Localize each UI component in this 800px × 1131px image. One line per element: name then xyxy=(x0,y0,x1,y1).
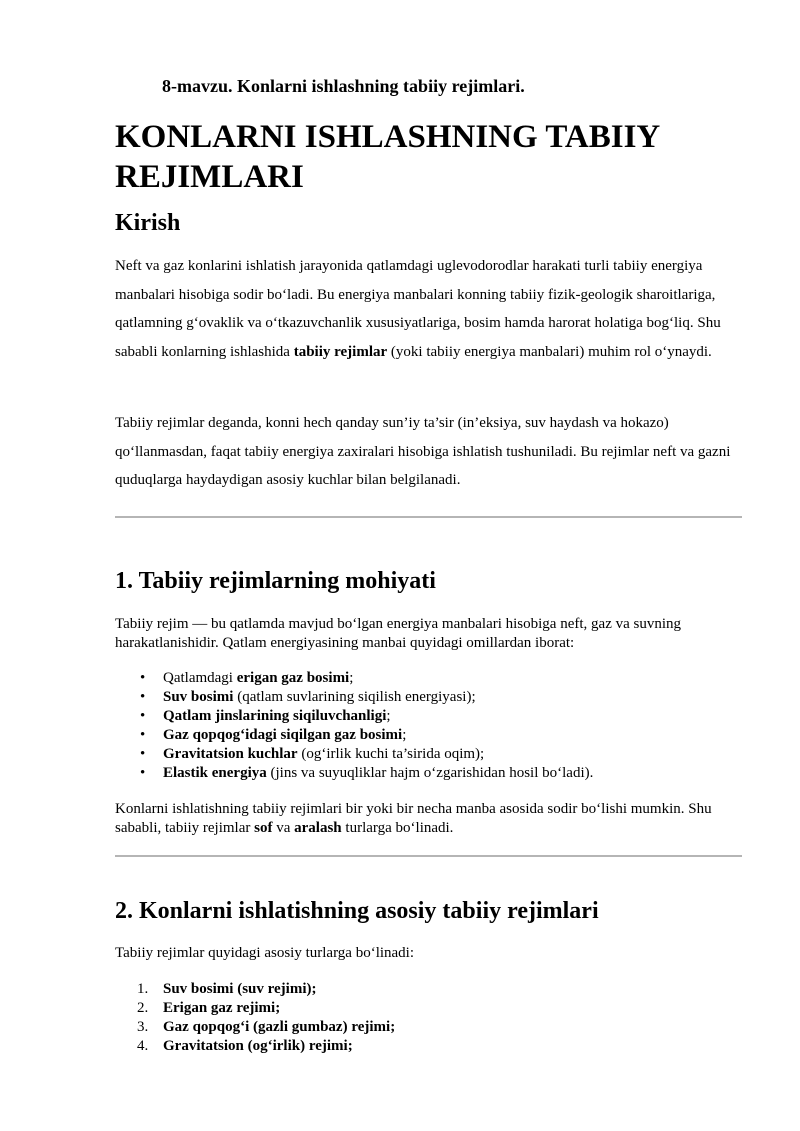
list-item xyxy=(115,707,745,726)
list-item-text-post: ; xyxy=(386,708,391,724)
list-item-text-post: (og‘irlik kuchi ta’sirida oqim); xyxy=(297,746,485,762)
list-item-number: 1. xyxy=(137,981,149,997)
closing-text-b: turlarga bo‘linadi. xyxy=(341,820,454,836)
bullet-marker: • xyxy=(140,708,146,724)
closing-text-a: Konlarni ishlatishning tabiiy rejimlari bir yoki bir necha manba asosida sodir bo‘lishi mumkin. Shu sababli, tabiiy rejimlar xyxy=(115,801,712,836)
energy-source-list xyxy=(115,669,745,783)
bullet-marker: • xyxy=(140,670,146,686)
list-item-text-post: (jins va suyuqliklar hajm o‘zgarishidan hosil bo‘ladi). xyxy=(266,765,594,781)
section1-closing xyxy=(115,800,745,838)
divider-1 xyxy=(115,516,742,518)
bullet-marker: • xyxy=(140,765,146,781)
intro-p1-text-a: Neft va gaz konlarini ishlatish jarayonida qatlamdagi uglevodorodlar harakati turli tabiiy energiya manbalari hisobiga sodir bo‘ladi. Bu energiya manbalari konning tabiiy fizik-geologik sharoitlariga, qatlamning g‘ovaklik va o‘tkazuvchanlik xususiyatlariga, bosim hamda harorat holatiga bog‘liq. Shu sababli konlarning ishlashida xyxy=(115,258,721,360)
list-item-bold: Elastik energiya xyxy=(163,765,267,781)
list-item-bold: Gravitatsion kuchlar xyxy=(163,746,298,762)
list-item-bold: Suv bosimi xyxy=(163,689,234,705)
list-item-text: Gaz qopqog‘i (gazli gumbaz) rejimi; xyxy=(163,1019,396,1035)
list-item-text: Erigan gaz rejimi; xyxy=(163,1000,281,1016)
section1-heading: 1. Tabiiy rejimlarning mohiyati xyxy=(115,568,436,594)
list-item-text: Suv bosimi (suv rejimi); xyxy=(163,981,317,997)
list-item-text-post: ; xyxy=(349,670,354,686)
closing-va: va xyxy=(272,820,295,836)
list-item xyxy=(115,764,745,783)
list-item xyxy=(115,688,745,707)
section1-intro: Tabiiy rejim — bu qatlamda mavjud bo‘lgan energiya manbalari hisobiga neft, gaz va suvning harakatlanishidir. Qatlam energiyasining manbai quyidagi omillardan iborat: xyxy=(115,616,682,651)
document-title: KONLARNI ISHLASHNING TABIIY REJIMLARI xyxy=(115,119,660,195)
list-item-number: 2. xyxy=(137,1000,149,1016)
divider-2 xyxy=(115,855,742,857)
list-item-bold: erigan gaz bosimi xyxy=(236,670,350,686)
list-item-text-post: (qatlam suvlarining siqilish energiyasi); xyxy=(233,689,476,705)
intro-paragraph-1 xyxy=(115,252,745,366)
list-item-text: Gravitatsion (og‘irlik) rejimi; xyxy=(163,1038,353,1054)
topic-heading: 8-mavzu. Konlarni ishlashning tabiiy rejimlari. xyxy=(162,76,525,96)
list-item-bold: Gaz qopqog‘idagi siqilgan gaz bosimi xyxy=(163,727,403,743)
intro-paragraph-2: Tabiiy rejimlar deganda, konni hech qanday sun’iy ta’sir (in’eksiya, suv haydash va hokazo) qo‘llanmasdan, faqat tabiiy energiya zaxiralari hisobiga ishlatish tushuniladi. Bu rejimlar neft va gazni quduqlarga haydaydigan asosiy kuchlar bilan belgilanadi. xyxy=(115,415,731,488)
list-item-text-pre: Qatlamdagi xyxy=(163,670,237,686)
list-item xyxy=(115,980,745,999)
closing-sof: sof xyxy=(254,820,273,836)
list-item xyxy=(115,669,745,688)
list-item-text-post: ; xyxy=(402,727,407,743)
bullet-marker: • xyxy=(140,689,146,705)
list-item-number: 3. xyxy=(137,1019,149,1035)
intro-heading: Kirish xyxy=(115,210,181,236)
intro-p1-bold: tabiiy rejimlar xyxy=(293,343,388,360)
closing-aralash: aralash xyxy=(294,820,342,836)
list-item-number: 4. xyxy=(137,1038,149,1054)
list-item xyxy=(115,1018,745,1037)
list-item xyxy=(115,745,745,764)
intro-p1-text-b: (yoki tabiiy energiya manbalari) muhim rol o‘ynaydi. xyxy=(387,343,712,360)
list-item-bold: Qatlam jinslarining siqiluvchanligi xyxy=(163,708,387,724)
regime-list xyxy=(115,980,745,1056)
list-item xyxy=(115,726,745,745)
bullet-marker: • xyxy=(140,746,146,762)
section2-heading: 2. Konlarni ishlatishning asosiy tabiiy rejimlari xyxy=(115,898,599,924)
bullet-marker: • xyxy=(140,727,146,743)
list-item xyxy=(115,999,745,1018)
section2-intro: Tabiiy rejimlar quyidagi asosiy turlarga bo‘linadi: xyxy=(115,945,415,961)
list-item xyxy=(115,1037,745,1056)
